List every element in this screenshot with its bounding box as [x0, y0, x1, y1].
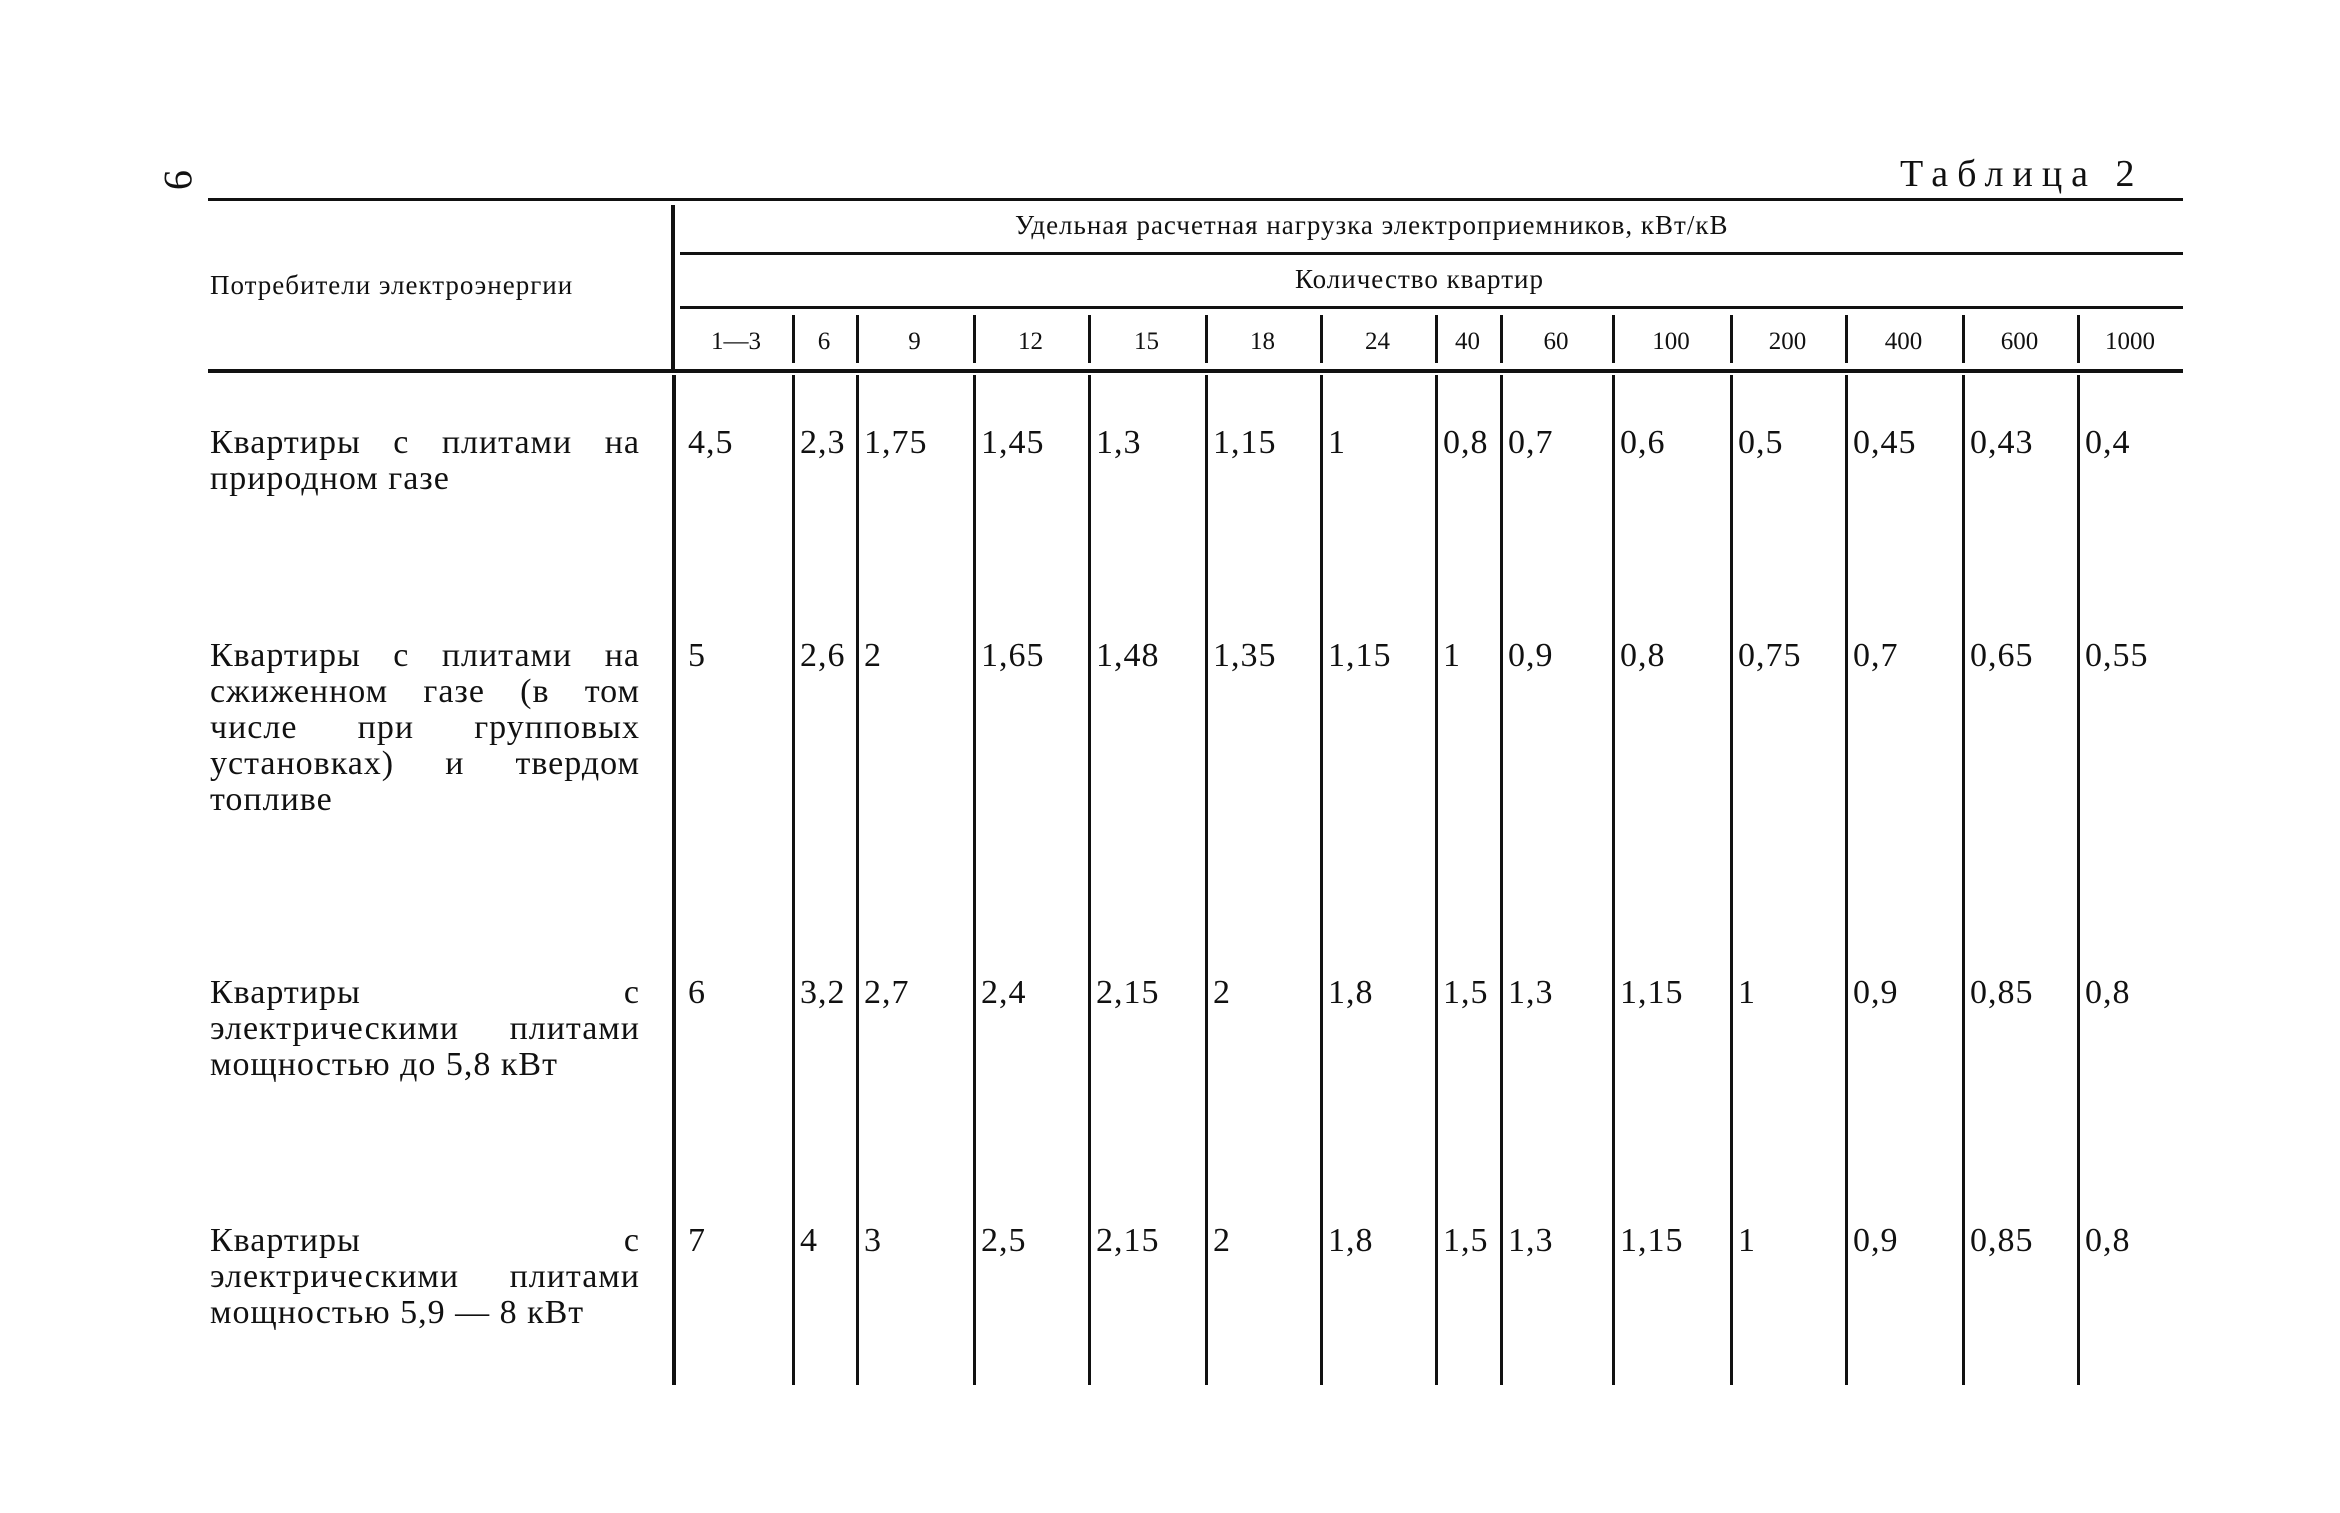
apartments-header-rule: [680, 306, 2183, 309]
load-value-cell: 0,8: [2085, 974, 2131, 1011]
load-value-cell: 4: [800, 1222, 818, 1259]
load-value-cell: 4,5: [688, 424, 734, 461]
load-value-cell: 1,15: [1620, 1222, 1684, 1259]
load-value-cell: 1,3: [1508, 974, 1554, 1011]
column-header-10: 100: [1652, 328, 1690, 355]
column-header-6: 18: [1250, 328, 1275, 355]
load-value-cell: 1: [1738, 974, 1756, 1011]
load-value-cell: 0,45: [1853, 424, 1917, 461]
load-value-cell: 0,43: [1970, 424, 2034, 461]
header-column-divider: [856, 315, 859, 363]
load-value-cell: 0,55: [2085, 637, 2149, 674]
body-column-divider: [1088, 375, 1091, 1385]
consumer-label: Квартиры с плитами на природном газе: [210, 424, 640, 497]
column-header-1: 1—3: [711, 328, 761, 355]
body-column-divider: [2077, 375, 2080, 1385]
load-value-cell: 0,9: [1508, 637, 1554, 674]
header-column-divider: [1962, 315, 1965, 363]
load-value-cell: 2: [864, 637, 882, 674]
load-value-cell: 2,6: [800, 637, 846, 674]
body-column-divider: [1612, 375, 1615, 1385]
header-divider: [671, 205, 675, 369]
column-header-8: 40: [1455, 328, 1480, 355]
load-value-cell: 1,5: [1443, 1222, 1489, 1259]
header-column-divider: [2077, 315, 2080, 363]
load-value-cell: 6: [688, 974, 706, 1011]
body-column-divider: [1962, 375, 1965, 1385]
apartments-header: Количество квартир: [1295, 264, 1544, 294]
column-header-5: 15: [1134, 328, 1159, 355]
body-column-divider: [1845, 375, 1848, 1385]
load-value-cell: 1,15: [1213, 424, 1277, 461]
load-value-cell: 1,8: [1328, 1222, 1374, 1259]
consumer-label: Квартиры с плитами на сжиженном газе (в том числе при групповых установках) и твердом топливе: [210, 637, 640, 818]
column-header-3: 9: [908, 328, 921, 355]
load-value-cell: 3,2: [800, 974, 846, 1011]
load-value-cell: 1,45: [981, 424, 1045, 461]
body-column-divider: [792, 375, 795, 1385]
column-header-12: 400: [1884, 328, 1923, 355]
load-value-cell: 1,3: [1096, 424, 1142, 461]
load-value-cell: 0,7: [1853, 637, 1899, 674]
column-header-11: 200: [1768, 328, 1807, 355]
header-column-divider: [1500, 315, 1503, 363]
body-column-divider: [1500, 375, 1503, 1385]
body-column-divider: [672, 375, 676, 1385]
load-value-cell: 0,8: [1620, 637, 1666, 674]
load-value-cell: 1,8: [1328, 974, 1374, 1011]
load-value-cell: 1,15: [1328, 637, 1392, 674]
load-value-cell: 0,85: [1970, 1222, 2034, 1259]
load-value-cell: 2: [1213, 1222, 1231, 1259]
load-value-cell: 1,35: [1213, 637, 1277, 674]
header-column-divider: [1320, 315, 1323, 363]
load-value-cell: 2,7: [864, 974, 910, 1011]
consumers-header: Потребители электроэнергии: [210, 270, 574, 300]
load-value-cell: 1: [1443, 637, 1461, 674]
column-header-13: 600: [2000, 328, 2039, 355]
load-value-cell: 0,65: [1970, 637, 2034, 674]
body-column-divider: [856, 375, 859, 1385]
load-value-cell: 1,3: [1508, 1222, 1554, 1259]
load-value-cell: 0,85: [1970, 974, 2034, 1011]
body-column-divider: [973, 375, 976, 1385]
page-number: 9: [156, 170, 201, 190]
load-value-cell: 2,3: [800, 424, 846, 461]
table-title: Таблица 2: [1900, 153, 2144, 195]
load-value-cell: 1,75: [864, 424, 928, 461]
load-value-cell: 0,4: [2085, 424, 2131, 461]
column-header-14: 1000: [2105, 328, 2155, 355]
load-value-cell: 2,15: [1096, 974, 1160, 1011]
load-value-cell: 1,15: [1620, 974, 1684, 1011]
body-column-divider: [1435, 375, 1438, 1385]
table-top-rule: [208, 198, 2183, 201]
column-header-7: 24: [1365, 328, 1390, 355]
load-value-cell: 0,9: [1853, 974, 1899, 1011]
body-column-divider: [1205, 375, 1208, 1385]
load-value-cell: 2,15: [1096, 1222, 1160, 1259]
header-column-divider: [1612, 315, 1615, 363]
body-column-divider: [1320, 375, 1323, 1385]
load-value-cell: 0,7: [1508, 424, 1554, 461]
load-value-cell: 2,4: [981, 974, 1027, 1011]
header-column-divider: [792, 315, 795, 363]
load-value-cell: 0,75: [1738, 637, 1802, 674]
load-value-cell: 2: [1213, 974, 1231, 1011]
load-value-cell: 0,5: [1738, 424, 1784, 461]
load-value-cell: 0,8: [1443, 424, 1489, 461]
header-column-divider: [1205, 315, 1208, 363]
header-column-divider: [1845, 315, 1848, 363]
load-value-cell: 1: [1738, 1222, 1756, 1259]
consumer-label: Квартиры с электрическими плитами мощностью 5,9 — 8 кВт: [210, 1222, 640, 1331]
load-value-cell: 1,5: [1443, 974, 1489, 1011]
consumer-label: Квартиры с электрическими плитами мощностью до 5,8 кВт: [210, 974, 640, 1083]
header-column-divider: [973, 315, 976, 363]
header-column-divider: [1088, 315, 1091, 363]
body-column-divider: [1730, 375, 1733, 1385]
header-column-divider: [1435, 315, 1438, 363]
load-value-cell: 0,6: [1620, 424, 1666, 461]
load-value-cell: 2,5: [981, 1222, 1027, 1259]
header-bottom-rule: [208, 369, 2183, 373]
load-header: Удельная расчетная нагрузка электроприемников, кВт/кВ: [1015, 210, 1729, 240]
load-value-cell: 1,48: [1096, 637, 1160, 674]
load-header-rule: [680, 252, 2183, 255]
column-header-4: 12: [1018, 328, 1043, 355]
load-value-cell: 0,9: [1853, 1222, 1899, 1259]
load-value-cell: 3: [864, 1222, 882, 1259]
header-column-divider: [1730, 315, 1733, 363]
load-value-cell: 5: [688, 637, 706, 674]
load-value-cell: 1: [1328, 424, 1346, 461]
load-value-cell: 7: [688, 1222, 706, 1259]
load-value-cell: 1,65: [981, 637, 1045, 674]
load-value-cell: 0,8: [2085, 1222, 2131, 1259]
column-header-9: 60: [1543, 328, 1569, 355]
column-header-2: 6: [817, 328, 831, 355]
